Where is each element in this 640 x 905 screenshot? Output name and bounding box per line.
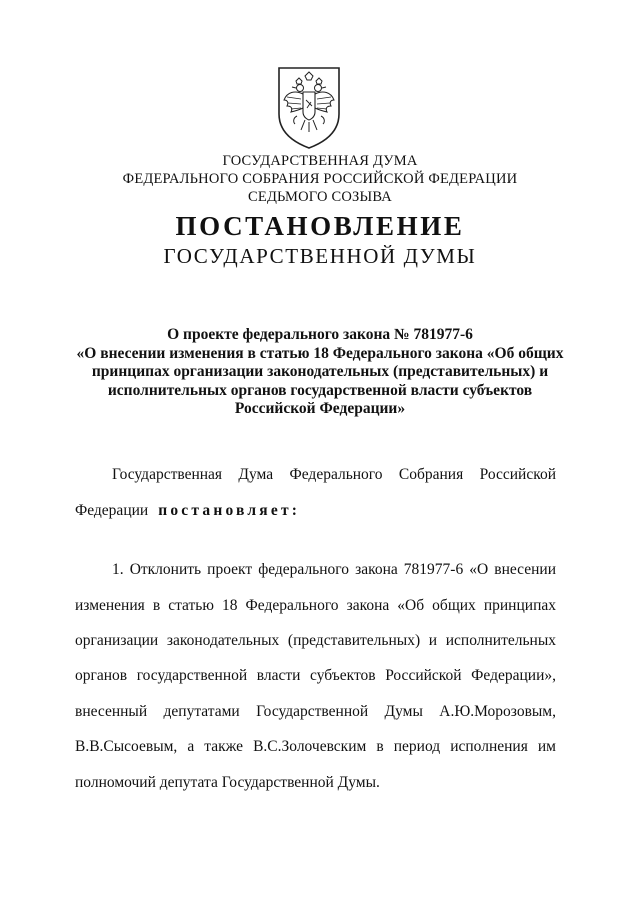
- issuing-body-header: [0, 152, 640, 206]
- header-line-1: ГОСУДАРСТВЕННАЯ ДУМА: [222, 153, 418, 169]
- resolves-keyword: постановляет:: [158, 502, 301, 519]
- document-type-title: ПОСТАНОВЛЕНИЕ: [175, 211, 465, 241]
- header-line-3: СЕДЬМОГО СОЗЫВА: [248, 189, 392, 205]
- clause-1-line-3: организации законодательных (представительных) и исполнительных: [75, 632, 556, 649]
- document-subtype-title: ГОСУДАРСТВЕННОЙ ДУМЫ: [163, 244, 477, 268]
- preamble-line-2: [75, 502, 556, 520]
- subject-line-2: «О внесении изменения в статью 18 Федерального закона «Об общих: [76, 344, 564, 362]
- clause-1-line-7: полномочий депутата Государственной Думы.: [75, 774, 380, 791]
- clause-1-line-1: 1. Отклонить проект федерального закона 781977-6 «О внесении: [112, 561, 556, 578]
- clause-1-line-6: В.В.Сысоевым, а также В.С.Золочевским в период исполнения им: [75, 738, 556, 755]
- clause-1-line-2: изменения в статью 18 Федерального закона «Об общих принципах: [75, 597, 556, 614]
- subject-line-1: О проекте федерального закона № 781977-6: [167, 326, 473, 343]
- subject-line-4: исполнительных органов государственной власти субъектов: [107, 381, 533, 399]
- clause-1-line-5: внесенный депутатами Государственной Думы А.Ю.Морозовым,: [75, 703, 556, 720]
- clause-1-line-4: органов государственной власти субъектов Российской Федерации»,: [75, 667, 556, 684]
- preamble-line-1: Государственная Дума Федерального Собрания Российской: [112, 466, 556, 483]
- subject-line-5: Российской Федерации»: [234, 400, 406, 417]
- preamble-federation: Федерации: [75, 502, 149, 519]
- double-headed-eagle-icon: [275, 66, 343, 150]
- header-line-2: ФЕДЕРАЛЬНОГО СОБРАНИЯ РОССИЙСКОЙ ФЕДЕРАЦИИ: [122, 171, 518, 187]
- coat-of-arms-emblem: [275, 66, 343, 150]
- subject-line-3: принципах организации законодательных (представительных) и: [91, 363, 549, 380]
- document-subject: [60, 326, 580, 419]
